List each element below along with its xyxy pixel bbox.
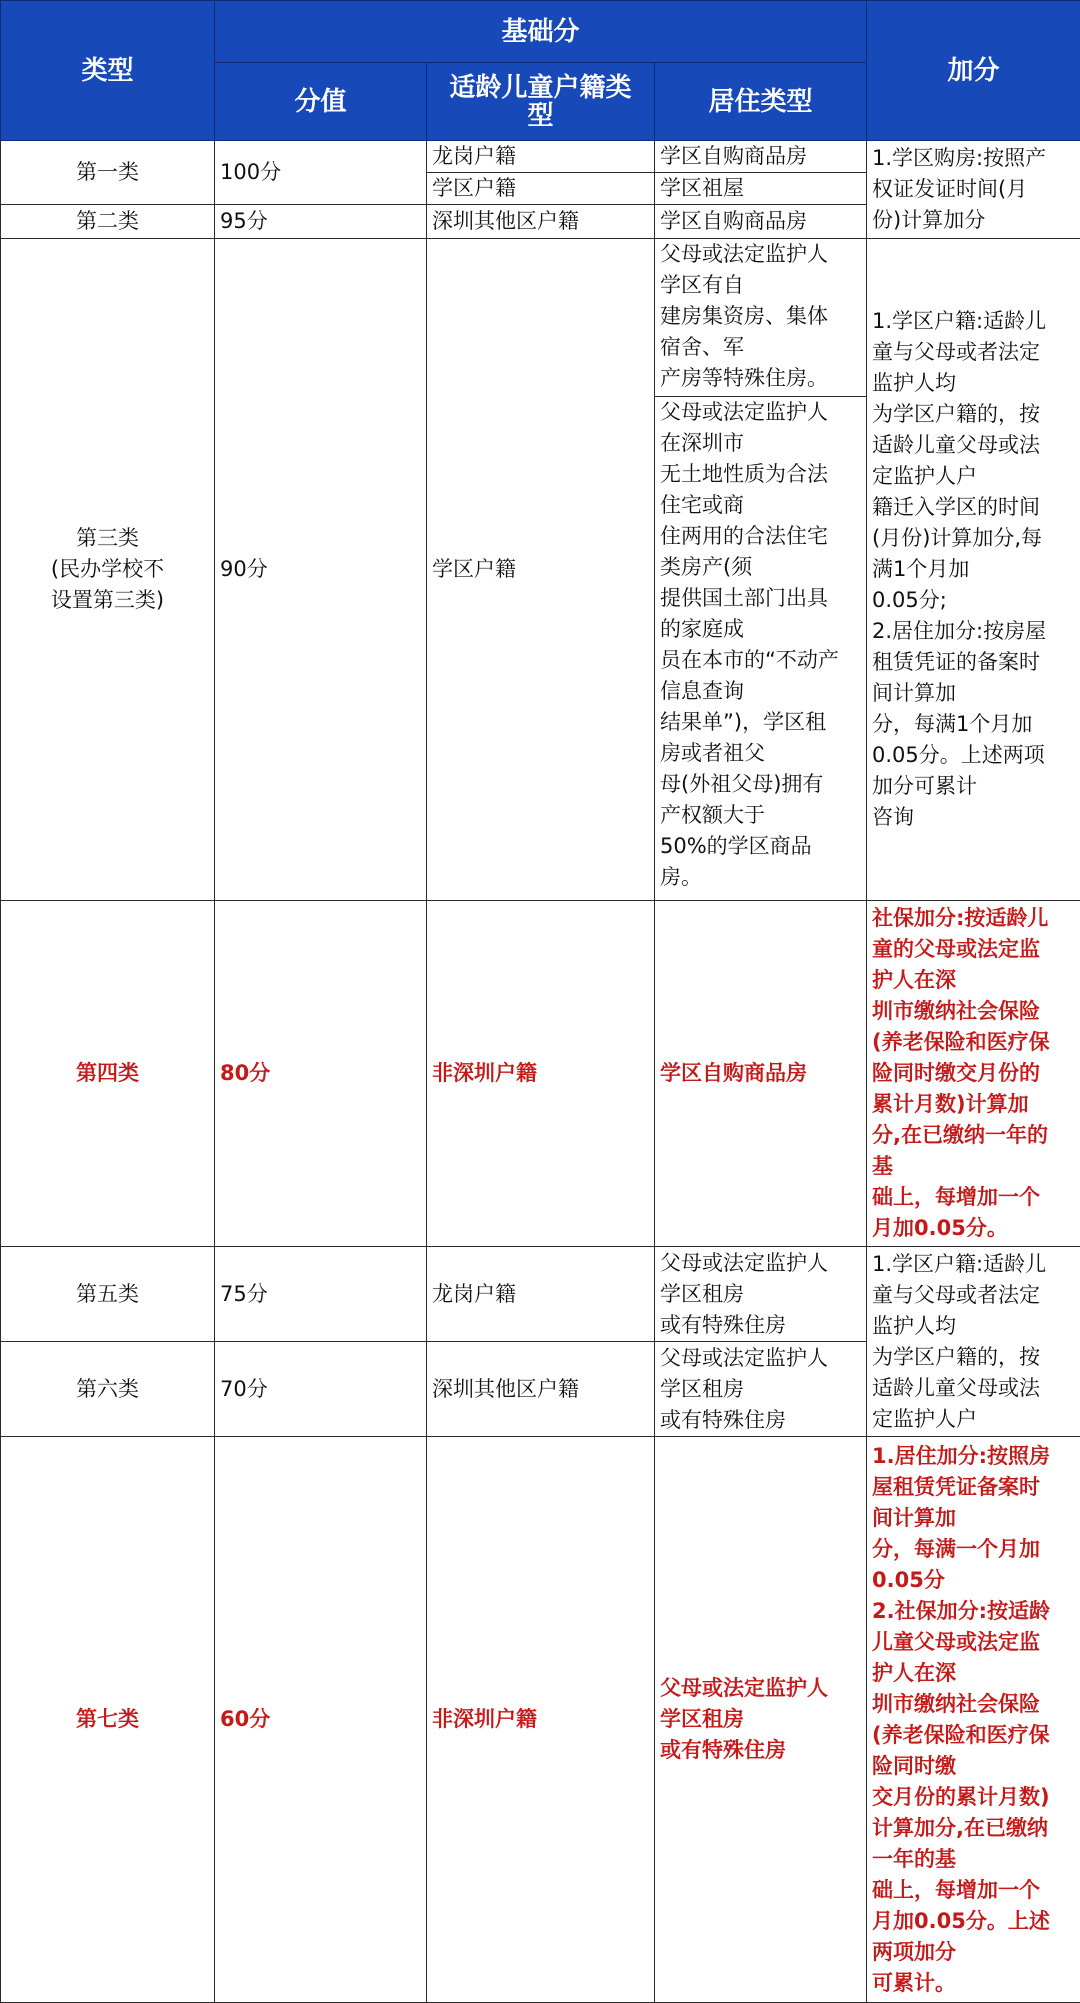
header-score-value: 分值	[215, 63, 427, 141]
row6-category: 第六类	[1, 1342, 215, 1437]
row6-score: 70分	[215, 1342, 427, 1437]
row7-hukou: 非深圳户籍	[427, 1437, 655, 2003]
row4-score: 80分	[215, 901, 427, 1247]
row3-score: 90分	[215, 239, 427, 901]
row4-category: 第四类	[1, 901, 215, 1247]
row2-residence: 学区自购商品房	[655, 205, 867, 239]
row5-score: 75分	[215, 1247, 427, 1342]
row3-category: 第三类 (民办学校不 设置第三类)	[1, 239, 215, 901]
row5-residence: 父母或法定监护人 学区租房 或有特殊住房	[655, 1247, 867, 1342]
row3-residence-a: 父母或法定监护人 学区有自 建房集资房、集体 宿舍、军 产房等特殊住房。	[655, 239, 867, 397]
row5-category: 第五类	[1, 1247, 215, 1342]
row1-score: 100分	[215, 141, 427, 205]
row7-score: 60分	[215, 1437, 427, 2003]
row1-hukou-a: 龙岗户籍	[427, 141, 655, 173]
row6-hukou: 深圳其他区户籍	[427, 1342, 655, 1437]
row1-residence-a: 学区自购商品房	[655, 141, 867, 173]
header-bonus: 加分	[867, 1, 1080, 141]
header-type: 类型	[1, 1, 215, 141]
header-base-score: 基础分	[215, 1, 867, 63]
row4-bonus: 社保加分:按适龄儿 童的父母或法定监 护人在深 圳市缴纳社会保险 (养老保险和医疗保 险同时缴交月份的 累计月数)计算加 分,在已缴纳一年的 基 础上，每增加一个 月加0.05分。	[867, 901, 1080, 1247]
row2-score: 95分	[215, 205, 427, 239]
row4-hukou: 非深圳户籍	[427, 901, 655, 1247]
row1-bonus: 1.学区购房:按照产 权证发证时间(月 份)计算加分	[867, 141, 1080, 239]
header-residence-type: 居住类型	[655, 63, 867, 141]
row4-residence: 学区自购商品房	[655, 901, 867, 1247]
row7-residence: 父母或法定监护人 学区租房 或有特殊住房	[655, 1437, 867, 2003]
row3-residence-b: 父母或法定监护人 在深圳市 无土地性质为合法 住宅或商 住两用的合法住宅 类房产(须 提供国土部门出具 的家庭成 员在本市的“不动产 信息查询 结果单”)，学区租 房或者祖父 母(外祖父母)拥有 产权额大于 50%的学区商品 房。	[655, 397, 867, 901]
row1-hukou-b: 学区户籍	[427, 173, 655, 205]
row6-residence: 父母或法定监护人 学区租房 或有特殊住房	[655, 1342, 867, 1437]
row2-hukou: 深圳其他区户籍	[427, 205, 655, 239]
row7-bonus: 1.居住加分:按照房 屋租赁凭证备案时 间计算加 分，每满一个月加 0.05分 2.社保加分:按适龄 儿童父母或法定监 护人在深 圳市缴纳社会保险 (养老保险和医疗保 险同时缴 交月份的累计月数) 计算加分,在已缴纳 一年的基 础上，每增加一个 月加0.05分。上述 两项加分 可累计。	[867, 1437, 1080, 2003]
row5-bonus: 1.学区户籍:适龄儿 童与父母或者法定 监护人均 为学区户籍的，按 适龄儿童父母或法 定监护人户	[867, 1247, 1080, 1437]
header-hukou-type: 适龄儿童户籍类 型	[427, 63, 655, 141]
row3-hukou: 学区户籍	[427, 239, 655, 901]
row1-category: 第一类	[1, 141, 215, 205]
row1-residence-b: 学区祖屋	[655, 173, 867, 205]
row3-bonus: 1.学区户籍:适龄儿 童与父母或者法定 监护人均 为学区户籍的，按 适龄儿童父母或法 定监护人户 籍迁入学区的时间 (月份)计算加分,每 满1个月加 0.05分; 2.居住加分:按房屋 租赁凭证的备案时 间计算加 分，每满1个月加 0.05分。上述两项 加分可累计 咨询	[867, 239, 1080, 901]
row5-hukou: 龙岗户籍	[427, 1247, 655, 1342]
row2-category: 第二类	[1, 205, 215, 239]
row7-category: 第七类	[1, 1437, 215, 2003]
